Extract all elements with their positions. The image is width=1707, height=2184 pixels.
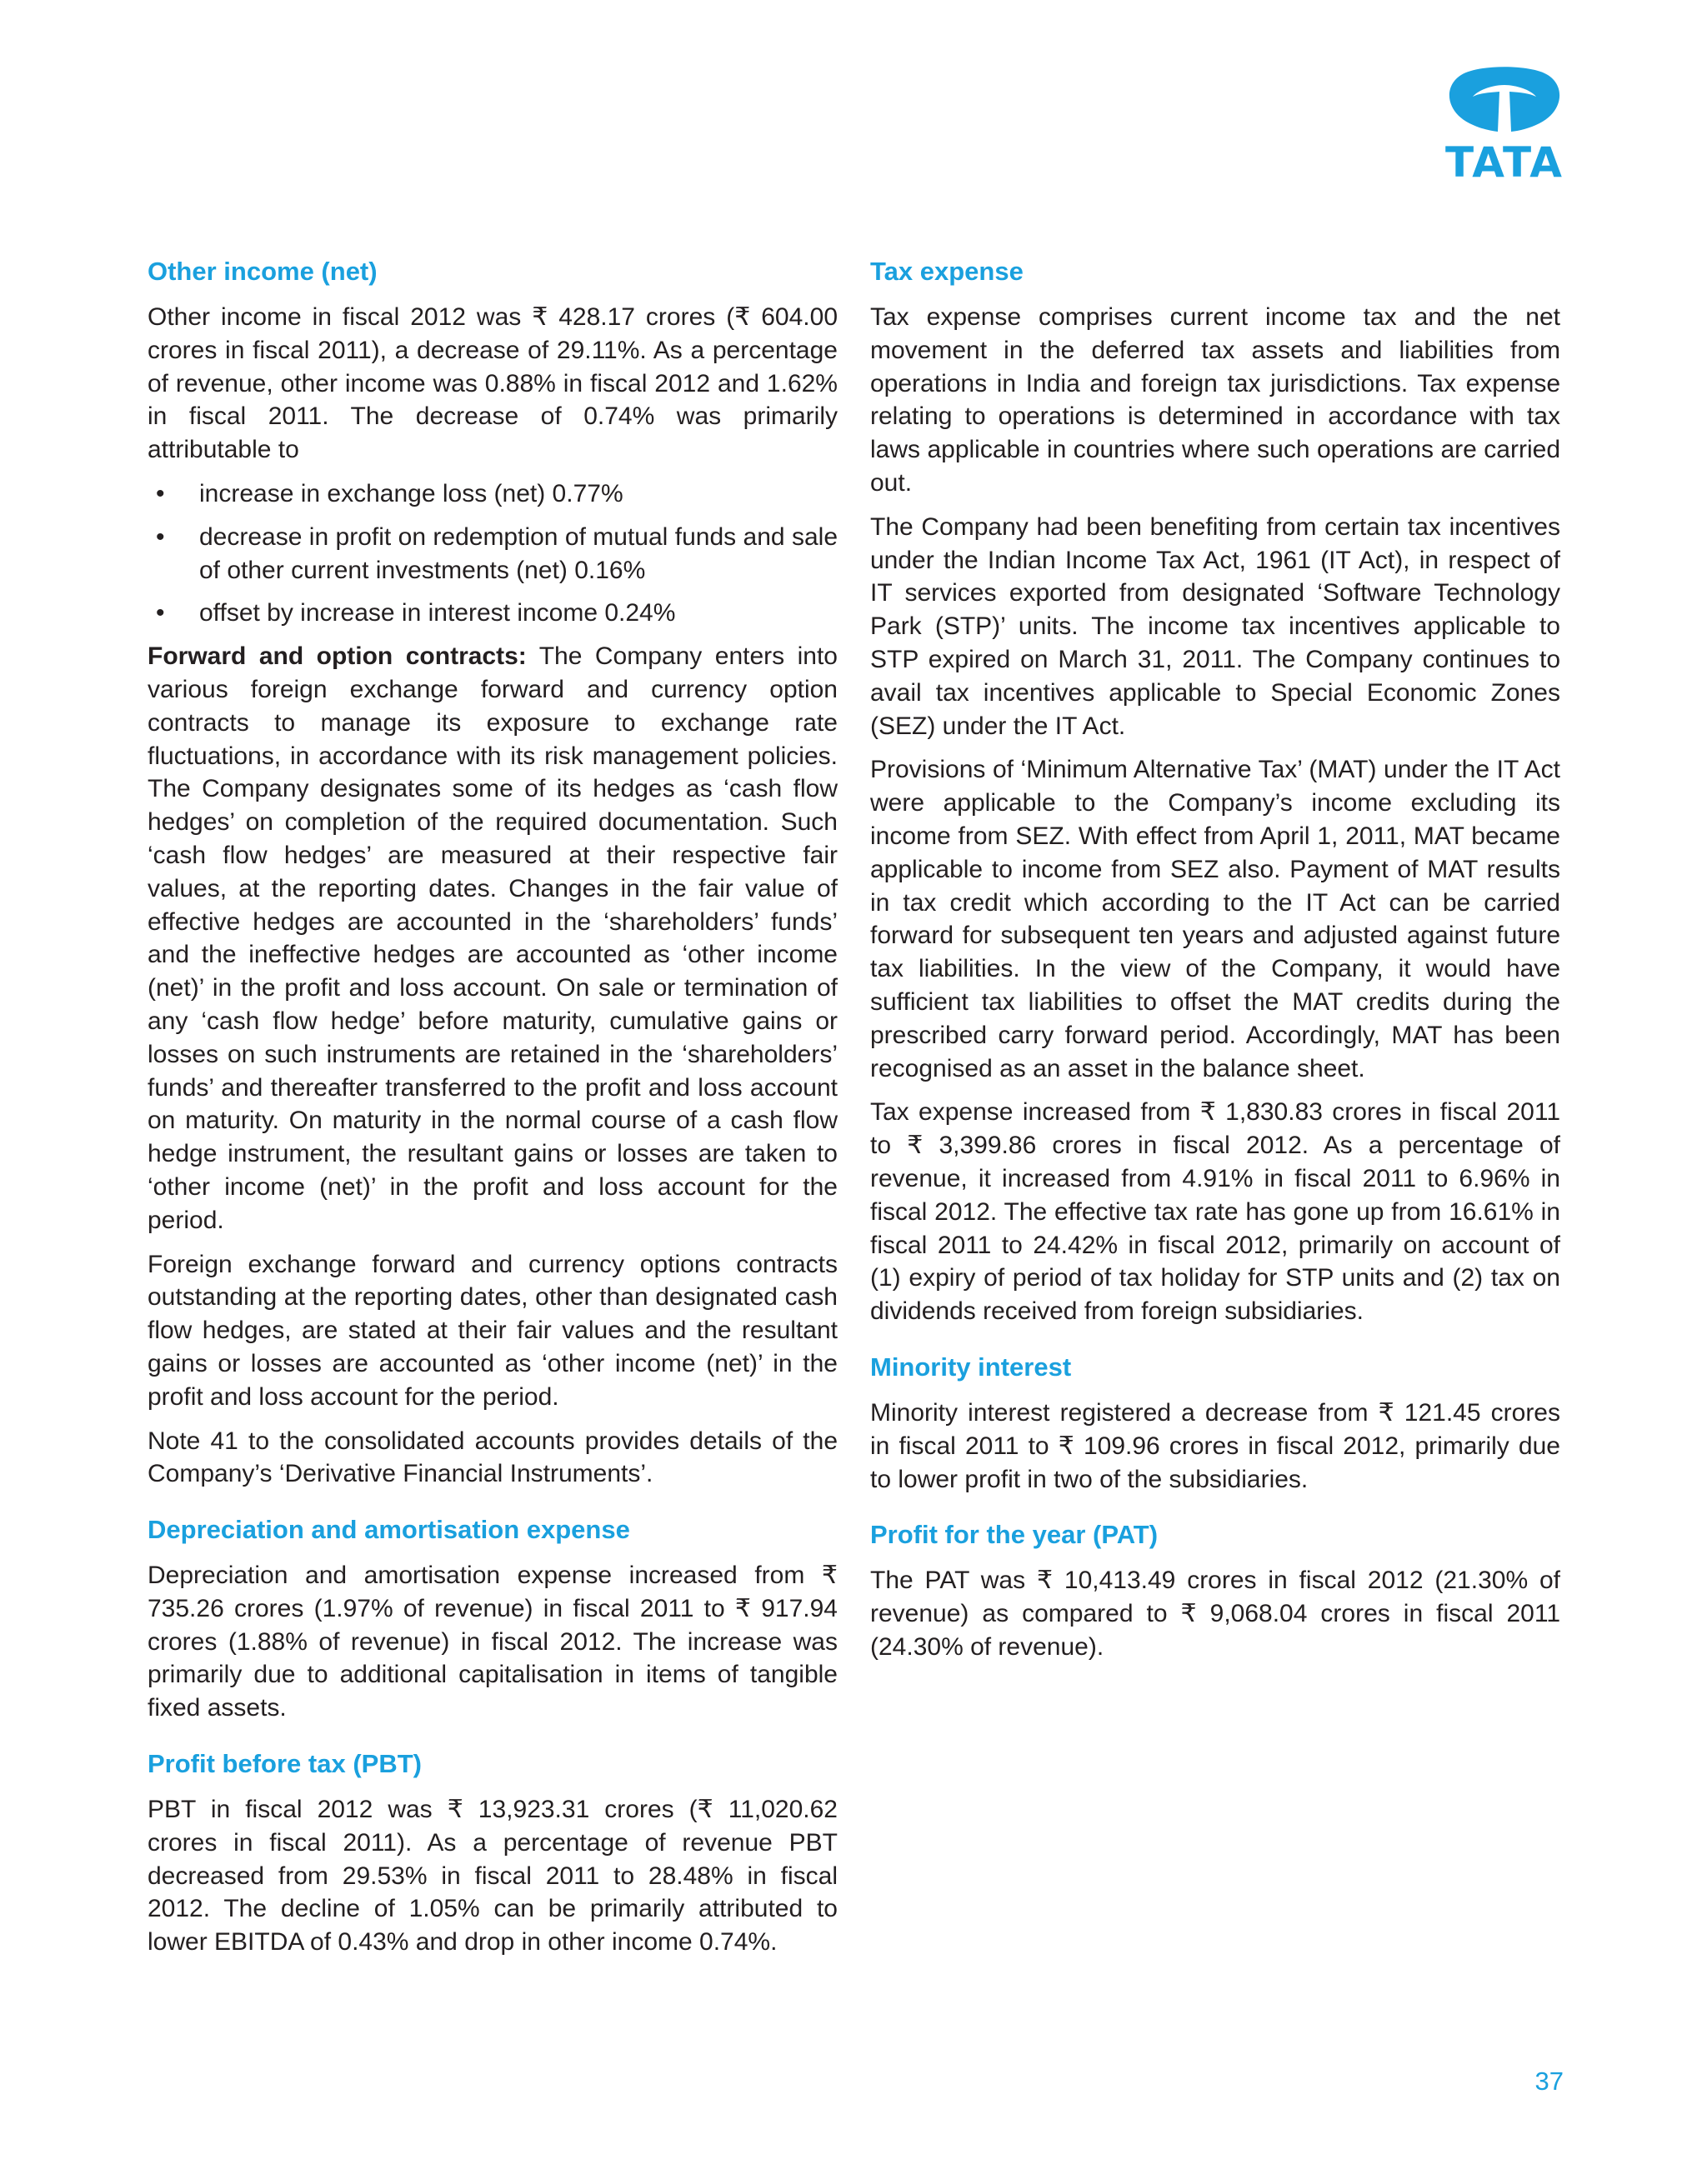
bullet-icon: •	[156, 522, 165, 551]
note-41-paragraph: Note 41 to the consolidated accounts provides details of the Company’s ‘Derivative Financial Instruments’.	[148, 1427, 838, 1488]
heading-pat: Profit for the year (PAT)	[870, 1520, 1159, 1550]
pat-paragraph: The PAT was ₹ 10,413.49 crores in fiscal 2012 (21.30% of revenue) as compared to ₹ 9,068.04 crores in fiscal 2011 (24.30% of revenue).	[870, 1567, 1560, 1661]
tata-logo	[1429, 65, 1579, 186]
foreign-exchange-paragraph: Foreign exchange forward and currency options contracts outstanding at the reporting dates, other than designated cash flow hedges, are stated at their fair values and the resultant gains or losses are accounted as ‘other income (net)’ in the profit and loss account for the period.	[148, 1250, 838, 1411]
other-income-paragraph: Other income in fiscal 2012 was ₹ 428.17 crores (₹ 604.00 crores in fiscal 2011), a decrease of 29.11%. As a percentage of revenue, other income was 0.88% in fiscal 2012 and 1.62% in fiscal 2011. The decrease of 0.74% was primarily attributable to	[148, 303, 838, 464]
list-item: • offset by increase in interest income 0.24%	[148, 597, 838, 630]
depreciation-paragraph: Depreciation and amortisation expense increased from ₹ 735.26 crores (1.97% of revenue) in fiscal 2011 to ₹ 917.94 crores (1.88% of revenue) in fiscal 2012. The increase was primarily due to additional capitalisation in items of tangible fixed assets.	[148, 1562, 838, 1722]
bullet-icon: •	[156, 599, 165, 627]
heading-pbt: Profit before tax (PBT)	[148, 1749, 422, 1779]
left-column	[148, 254, 838, 1970]
other-income-bullet-list	[148, 477, 838, 630]
heading-tax-expense: Tax expense	[870, 257, 1024, 286]
tax-expense-paragraph-2: The Company had been benefiting from certain tax incentives under the Indian Income Tax Act, 1961 (IT Act), in respect of IT services exported from designated ‘Software Technology Park (STP)’ units. The income tax incentives applicable to STP expired on March 31, 2011. The Company continues to avail tax incentives applicable to Special Economic Zones (SEZ) under the IT Act.	[870, 512, 1560, 740]
list-item: • decrease in profit on redemption of mutual funds and sale of other current investments (net) 0.16%	[148, 521, 838, 587]
bullet-icon: •	[156, 479, 165, 507]
tax-expense-paragraph-1: Tax expense comprises current income tax and the net movement in the deferred tax assets and liabilities from operations in India and foreign tax jurisdictions. Tax expense relating to operations is determined in accordance with tax laws applicable in countries where such operations are carried out.	[870, 303, 1560, 497]
heading-minority-interest: Minority interest	[870, 1352, 1072, 1382]
forward-contracts-text: The Company enters into various foreign exchange forward and currency option contracts to manage its exposure to exchange rate fluctuations, in accordance with its risk management policies. The Company designates some of its hedges as ‘cash flow hedges’ on completion of the required documentation. Such ‘cash flow hedges’ are measured at their respective fair values, at the reporting dates. Changes in the fair value of effective hedges are accounted in the ‘shareholders’ funds’ and the ineffective hedges are accounted as ‘other income (net)’ in the profit and loss account. On sale or termination of any ‘cash flow hedge’ before maturity, cumulative gains or losses on such instruments are retained in the ‘shareholders’ funds’ and thereafter transferred to the profit and loss account on maturity. On maturity in the normal course of a cash flow hedge instrument, the resultant gains or losses are taken to ‘other income (net)’ in the profit and loss account for the period.	[148, 642, 838, 1234]
right-column	[870, 254, 1560, 1675]
tata-wordmark: TATA	[1445, 138, 1564, 187]
forward-contracts-lead: Forward and option contracts:	[148, 642, 527, 671]
page-number: 37	[1534, 2067, 1564, 2096]
minority-interest-paragraph: Minority interest registered a decrease from ₹ 121.45 crores in fiscal 2011 to ₹ 109.96 crores in fiscal 2012, primarily due to lower profit in two of the subsidiaries.	[870, 1398, 1560, 1493]
tata-emblem-icon	[1429, 65, 1579, 140]
tax-expense-paragraph-3: Provisions of ‘Minimum Alternative Tax’ (MAT) under the IT Act were applicable to the Company’s income excluding its income from SEZ. With effect from April 1, 2011, MAT became applicable to income from SEZ also. Payment of MAT results in tax credit which according to the IT Act can be carried forward for subsequent ten years and adjusted against future tax liabilities. In the view of the Company, it would have sufficient tax liabilities to offset the MAT credits during the prescribed carry forward period. Accordingly, MAT has been recognised as an asset in the balance sheet.	[870, 756, 1560, 1082]
heading-depreciation: Depreciation and amortisation expense	[148, 1515, 630, 1545]
pbt-paragraph: PBT in fiscal 2012 was ₹ 13,923.31 crores (₹ 11,020.62 crores in fiscal 2011). As a percentage of revenue PBT decreased from 29.53% in fiscal 2011 to 28.48% in fiscal 2012. The decline of 1.05% can be primarily attributed to lower EBITDA of 0.43% and drop in other income 0.74%.	[148, 1796, 838, 1957]
list-item: • increase in exchange loss (net) 0.77%	[148, 477, 838, 511]
heading-other-income: Other income (net)	[148, 257, 378, 286]
tax-expense-paragraph-4: Tax expense increased from ₹ 1,830.83 crores in fiscal 2011 to ₹ 3,399.86 crores in fiscal 2012. As a percentage of revenue, it increased from 4.91% in fiscal 2011 to 6.96% in fiscal 2012. The effective tax rate has gone up from 16.61% in fiscal 2011 to 24.42% in fiscal 2012, primarily on account of (1) expiry of period of tax holiday for STP units and (2) tax on dividends received from foreign subsidiaries.	[870, 1098, 1560, 1326]
forward-contracts-paragraph	[148, 640, 838, 1237]
